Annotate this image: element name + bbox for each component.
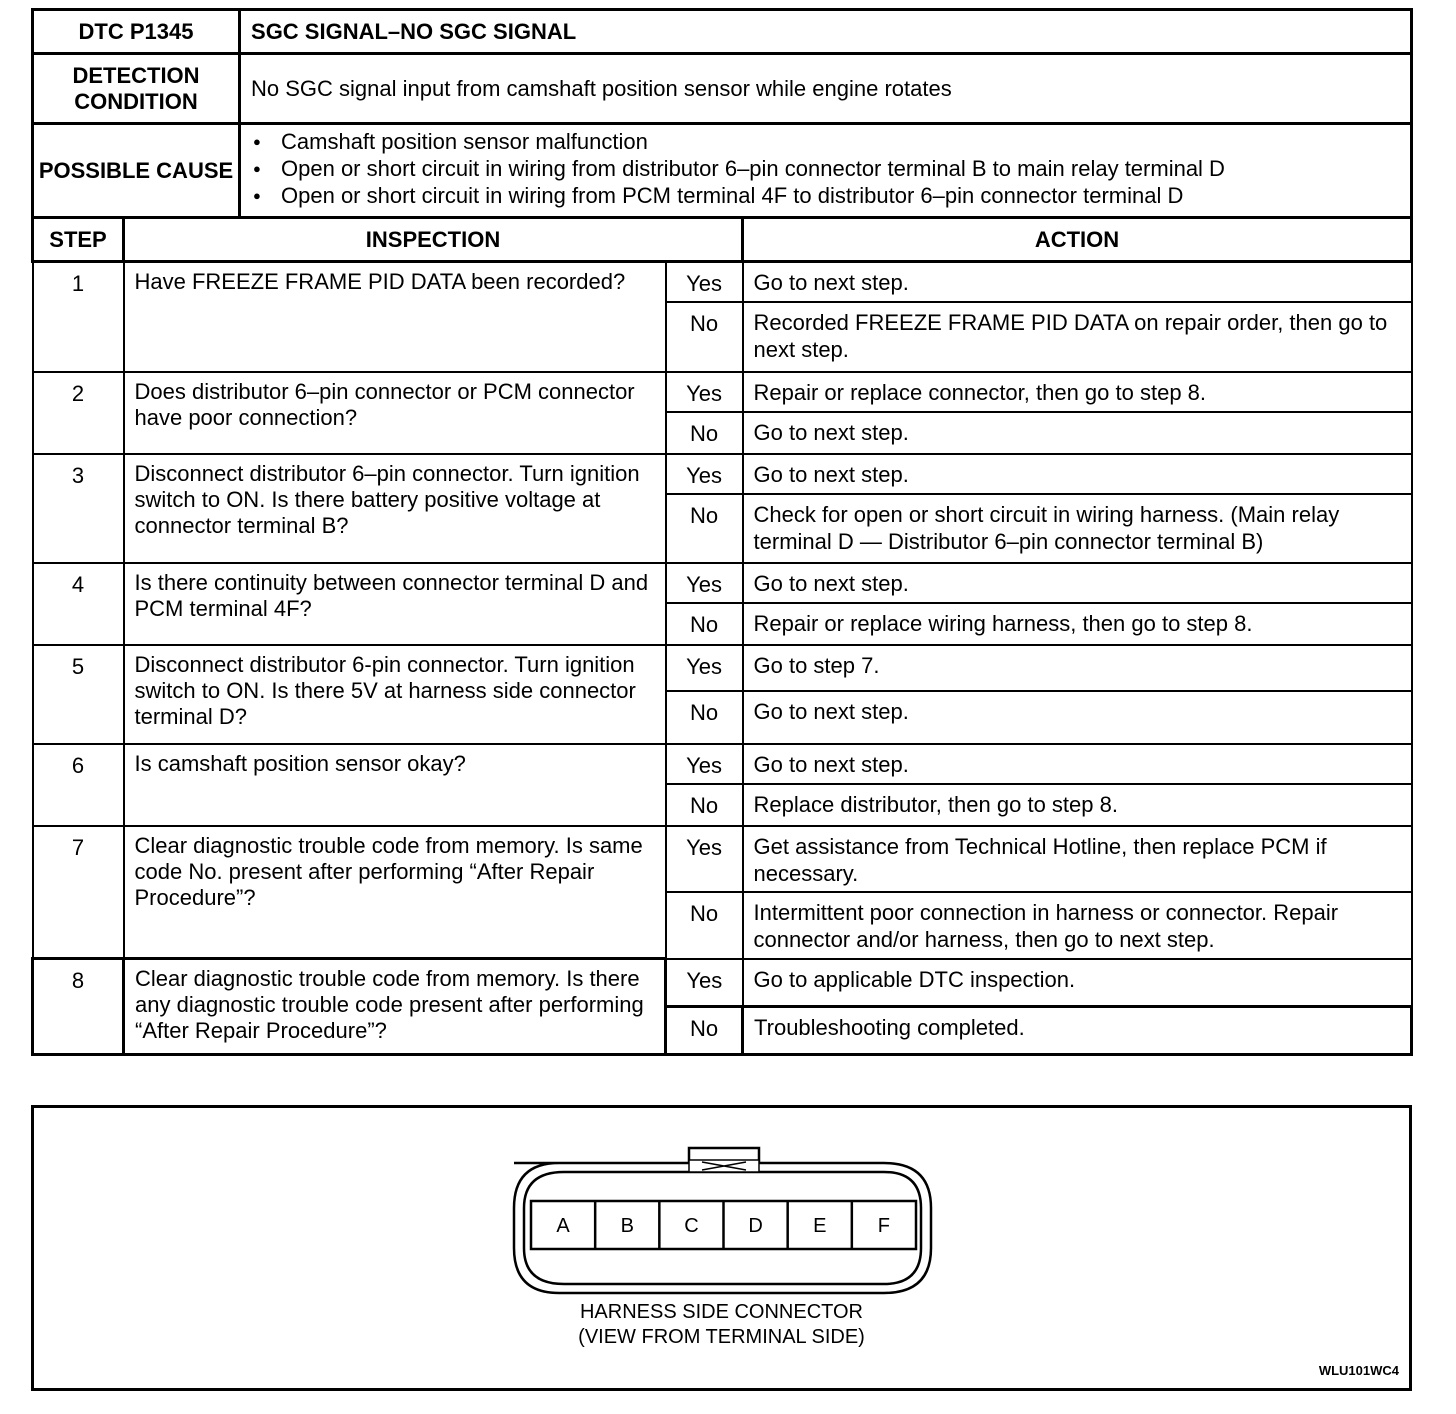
dtc-code: DTC P1345 [33, 10, 240, 54]
pin-label-d: D [748, 1215, 763, 1237]
step-inspection: Clear diagnostic trouble code from memory. Is same code No. present after performing “After Repair Procedure”? [124, 826, 666, 959]
connector-caption-line2: (VIEW FROM TERMINAL SIDE) [578, 1326, 865, 1348]
step-number: 5 [33, 645, 124, 744]
yes-action: Go to next step. [743, 262, 1412, 302]
step-inspection: Have FREEZE FRAME PID DATA been recorded? [124, 262, 666, 372]
cause-item: ● Camshaft position sensor malfunction [253, 128, 1410, 155]
dtc-inspection-table [31, 8, 1413, 1056]
no-label: No [666, 784, 743, 826]
possible-cause-cell [240, 124, 1412, 218]
pin-label-f: F [877, 1215, 891, 1237]
action-column-header: ACTION [743, 218, 1412, 262]
yes-action: Repair or replace connector, then go to step 8. [743, 372, 1412, 412]
connector-diagram-panel [31, 1105, 1412, 1391]
step-inspection: Clear diagnostic trouble code from memory. Is there any diagnostic trouble code present after performing “After Repair Procedure”? [124, 959, 666, 1055]
step-column-header: STEP [33, 218, 124, 262]
no-action: Intermittent poor connection in harness or connector. Repair connector and/or harness, then go to next step. [743, 892, 1412, 959]
step-inspection: Disconnect distributor 6–pin connector. Turn ignition switch to ON. Is there battery positive voltage at connector terminal B? [124, 454, 666, 563]
step-number: 2 [33, 372, 124, 454]
no-label: No [666, 302, 743, 372]
step-number: 6 [33, 744, 124, 826]
pin-label-e: E [813, 1215, 827, 1237]
yes-label: Yes [666, 262, 743, 302]
no-label: No [666, 892, 743, 959]
detection-condition-label: DETECTION CONDITION [33, 54, 240, 124]
possible-cause-label: POSSIBLE CAUSE [33, 124, 240, 218]
yes-action: Go to next step. [743, 454, 1412, 494]
no-action: Troubleshooting completed. [743, 1007, 1412, 1055]
yes-action: Go to next step. [743, 744, 1412, 784]
pin-label-c: C [684, 1215, 699, 1237]
step-number: 1 [33, 262, 124, 372]
yes-label: Yes [666, 959, 743, 1007]
no-label: No [666, 603, 743, 645]
yes-label: Yes [666, 454, 743, 494]
step-inspection: Is there continuity between connector terminal D and PCM terminal 4F? [124, 563, 666, 645]
no-action: Replace distributor, then go to step 8. [743, 784, 1412, 826]
no-action: Check for open or short circuit in wiring harness. (Main relay terminal D — Distributor 6–pin connector terminal B) [743, 494, 1412, 563]
figure-reference-code: WLU101WC4 [1318, 1363, 1399, 1378]
step-inspection: Does distributor 6–pin connector or PCM connector have poor connection? [124, 372, 666, 454]
step-number: 7 [33, 826, 124, 959]
connector-caption-line1: HARNESS SIDE CONNECTOR [579, 1301, 863, 1323]
cause-item: ● Open or short circuit in wiring from PCM terminal 4F to distributor 6–pin connector terminal D [253, 182, 1410, 209]
step-number: 3 [33, 454, 124, 563]
step-inspection: Disconnect distributor 6-pin connector. Turn ignition switch to ON. Is there 5V at harness side connector terminal D? [124, 645, 666, 744]
pin-label-a: A [556, 1215, 570, 1237]
no-label: No [666, 1007, 743, 1055]
yes-label: Yes [666, 826, 743, 892]
step-number: 8 [33, 959, 124, 1055]
yes-action: Go to next step. [743, 563, 1412, 603]
no-action: Recorded FREEZE FRAME PID DATA on repair order, then go to next step. [743, 302, 1412, 372]
cause-item: ● Open or short circuit in wiring from distributor 6–pin connector terminal B to main relay terminal D [253, 155, 1410, 182]
yes-label: Yes [666, 645, 743, 691]
pin-cells [556, 1201, 890, 1249]
no-label: No [666, 494, 743, 563]
step-inspection: Is camshaft position sensor okay? [124, 744, 666, 826]
yes-action: Go to applicable DTC inspection. [743, 959, 1412, 1007]
no-action: Repair or replace wiring harness, then go to step 8. [743, 603, 1412, 645]
pin-label-b: B [620, 1215, 634, 1237]
no-label: No [666, 412, 743, 454]
yes-label: Yes [666, 563, 743, 603]
step-number: 4 [33, 563, 124, 645]
no-label: No [666, 691, 743, 744]
no-action: Go to next step. [743, 412, 1412, 454]
dtc-title: SGC SIGNAL–NO SGC SIGNAL [240, 10, 1412, 54]
yes-action: Go to step 7. [743, 645, 1412, 691]
detection-condition-value: No SGC signal input from camshaft position sensor while engine rotates [240, 54, 1412, 124]
yes-action: Get assistance from Technical Hotline, then replace PCM if necessary. [743, 826, 1412, 892]
inspection-column-header: INSPECTION [124, 218, 743, 262]
possible-cause-list [241, 125, 1410, 209]
yes-label: Yes [666, 744, 743, 784]
no-action: Go to next step. [743, 691, 1412, 744]
yes-label: Yes [666, 372, 743, 412]
